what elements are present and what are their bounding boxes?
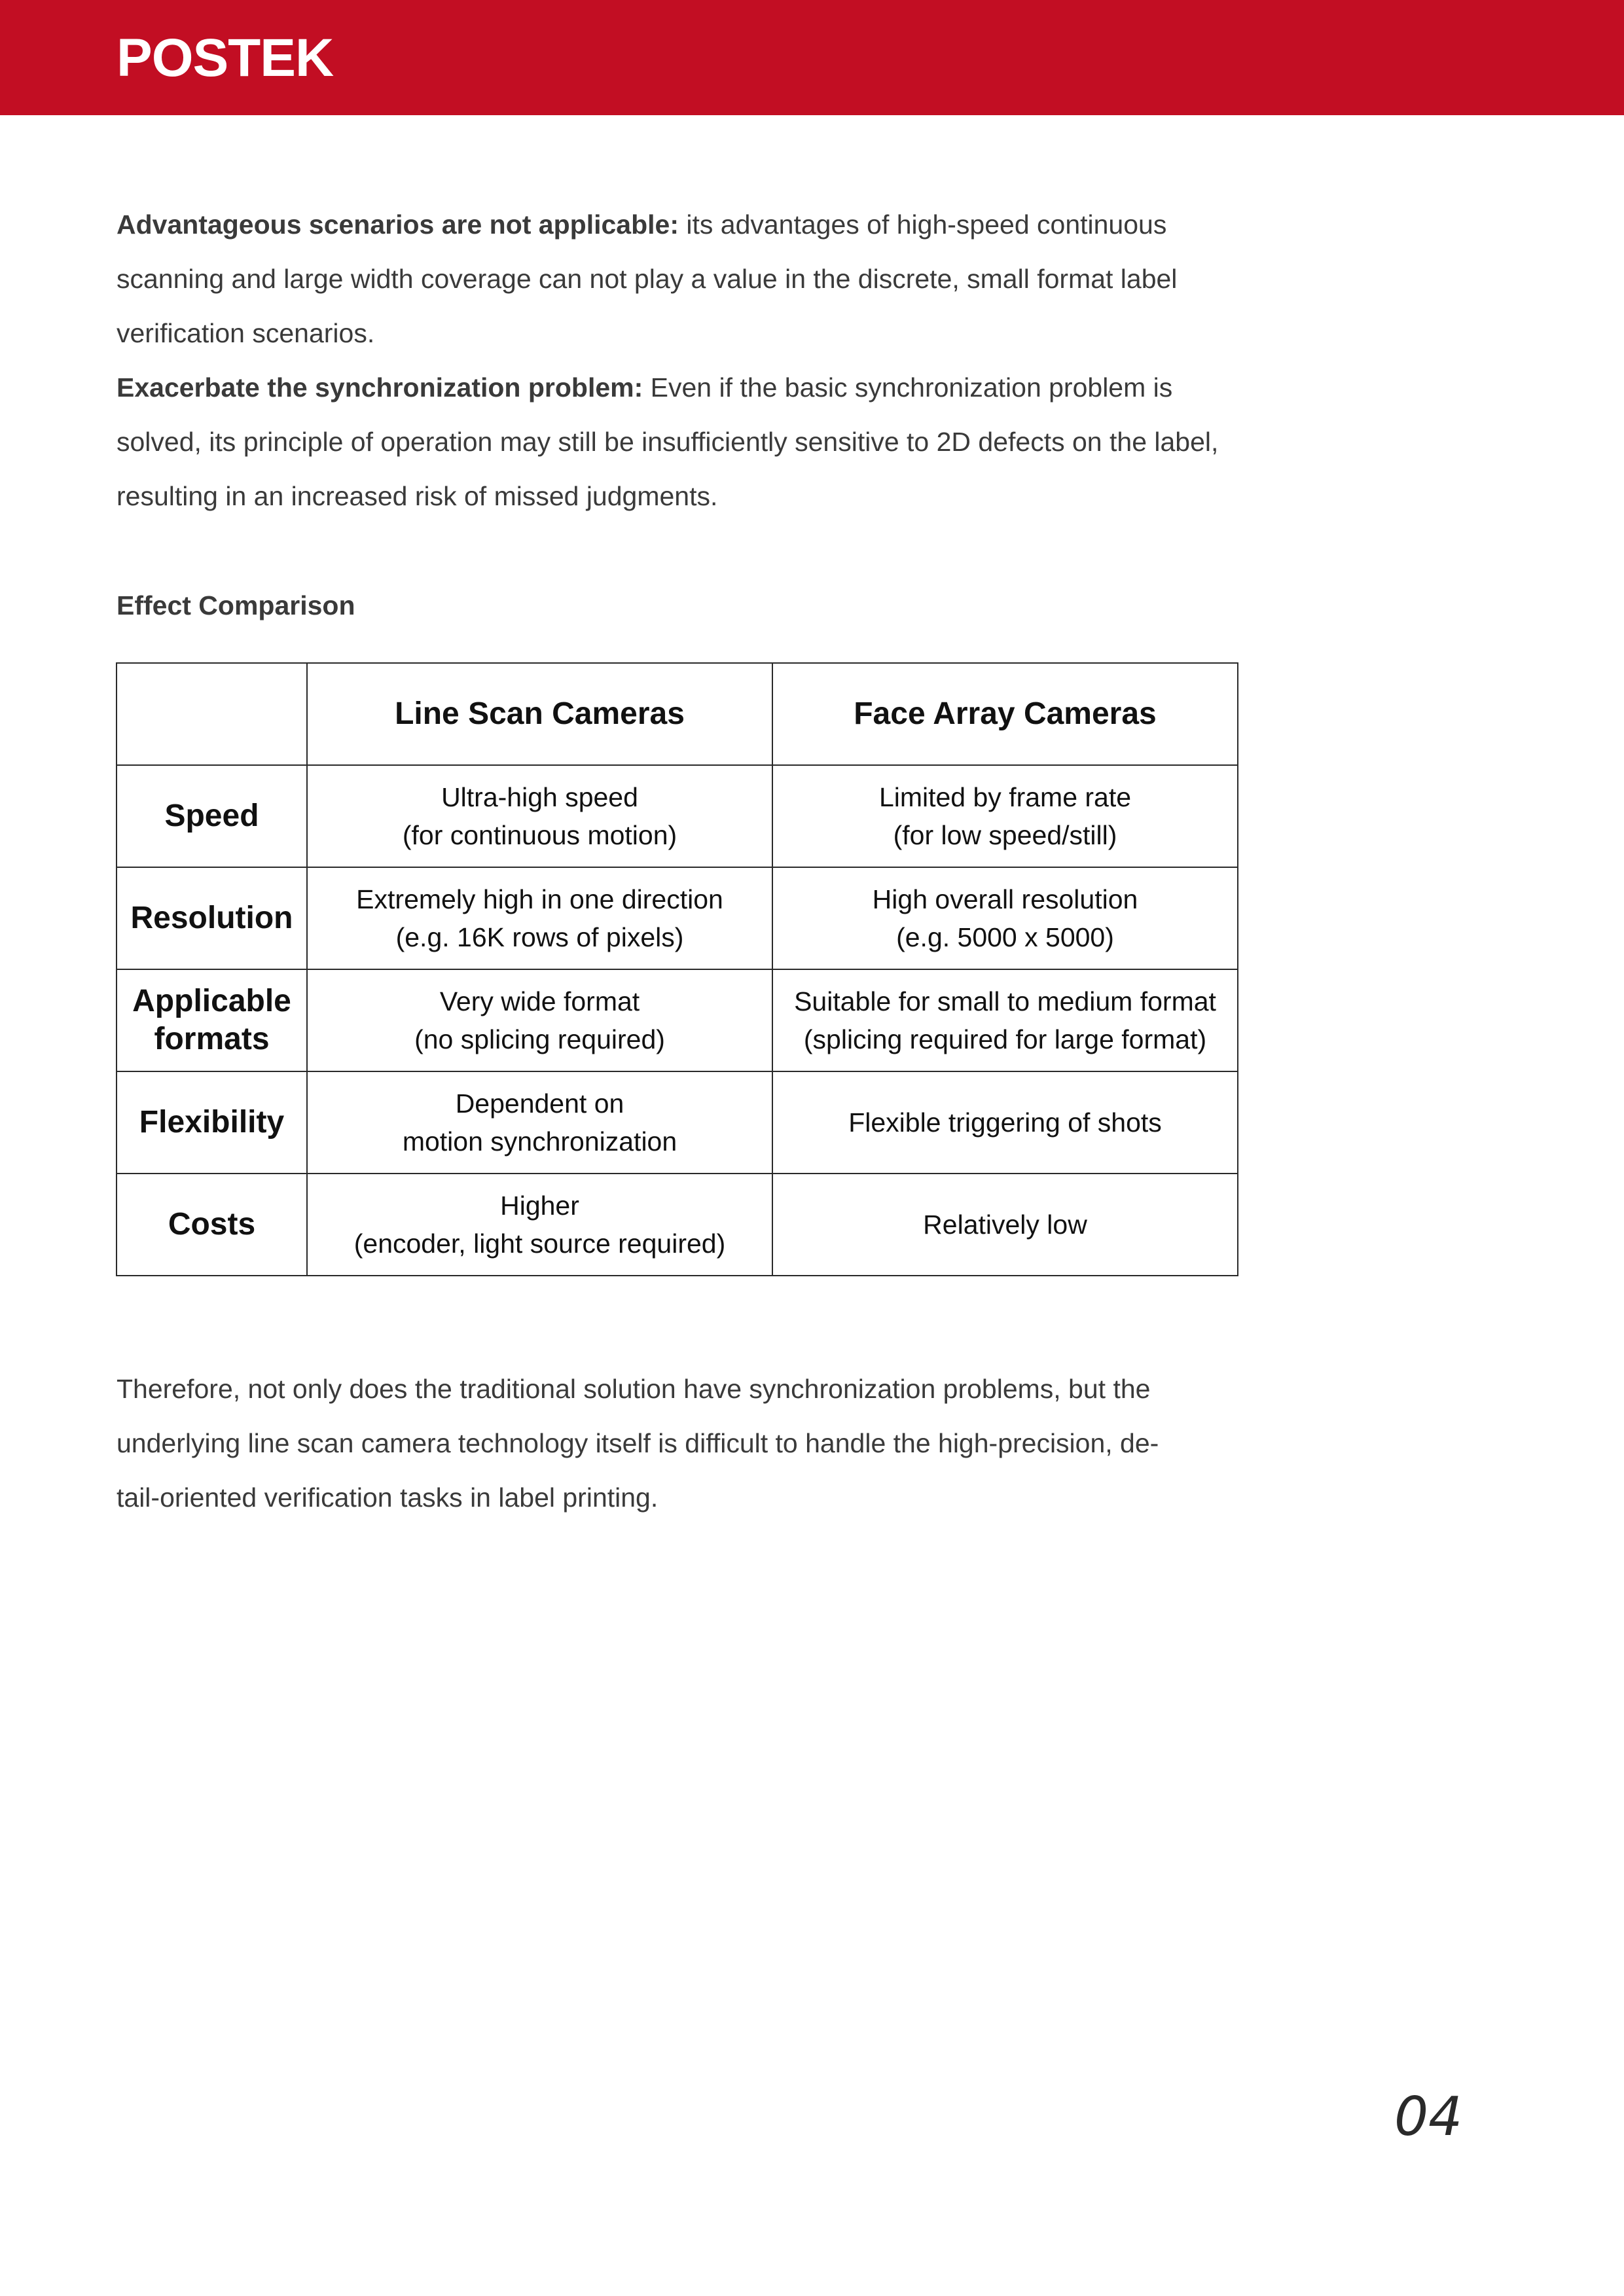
row-label-resolution: Resolution bbox=[117, 867, 307, 969]
table-row-costs bbox=[117, 1174, 1238, 1276]
row-label-flexibility: Flexibility bbox=[117, 1071, 307, 1174]
paragraph-line: solved, its principle of operation may still be insufficiently sensitive to 2D defects on the label, bbox=[117, 427, 1219, 457]
table-header-line-scan: Line Scan Cameras bbox=[307, 663, 772, 765]
cell-face-array-flexibility: Flexible triggering of shots bbox=[772, 1071, 1238, 1174]
section-heading: Effect Comparison bbox=[117, 590, 355, 620]
paragraph-line: Therefore, not only does the traditional solution have synchronization problems, but the bbox=[117, 1374, 1151, 1404]
paragraph-scenarios-lead: Advantageous scenarios are not applicable: bbox=[117, 209, 679, 240]
row-label-speed: Speed bbox=[117, 765, 307, 867]
paragraph-line: its advantages of high-speed continuous bbox=[678, 209, 1167, 240]
cell-face-array-speed: Limited by frame rate (for low speed/still) bbox=[772, 765, 1238, 867]
paragraph-synchronization-lead: Exacerbate the synchronization problem: bbox=[117, 372, 643, 403]
cell-face-array-costs: Relatively low bbox=[772, 1174, 1238, 1276]
cell-line-scan-speed: Ultra-high speed (for continuous motion) bbox=[307, 765, 772, 867]
table-header-row bbox=[117, 663, 1238, 765]
table-row-flexibility bbox=[117, 1071, 1238, 1174]
table-header-empty bbox=[117, 663, 307, 765]
paragraph-line: verification scenarios. bbox=[117, 318, 375, 348]
table-row-formats bbox=[117, 969, 1238, 1071]
cell-face-array-formats: Suitable for small to medium format (splicing required for large format) bbox=[772, 969, 1238, 1071]
table-row-resolution bbox=[117, 867, 1238, 969]
cell-face-array-resolution: High overall resolution (e.g. 5000 x 5000) bbox=[772, 867, 1238, 969]
paragraph-scenarios bbox=[117, 198, 1242, 361]
cell-line-scan-costs: Higher (encoder, light source required) bbox=[307, 1174, 772, 1276]
paragraph-line: resulting in an increased risk of missed judgments. bbox=[117, 481, 718, 511]
page-number: 04 bbox=[1394, 2086, 1463, 2148]
row-label-costs: Costs bbox=[117, 1174, 307, 1276]
header-bar bbox=[0, 0, 1624, 115]
conclusion-section bbox=[117, 1362, 1242, 1525]
comparison-table bbox=[116, 662, 1238, 1276]
table-row-speed bbox=[117, 765, 1238, 867]
paragraph-line: underlying line scan camera technology itself is difficult to handle the high-precision, de- bbox=[117, 1428, 1159, 1458]
paragraph-line: scanning and large width coverage can not play a value in the discrete, small format label bbox=[117, 264, 1178, 294]
brand-logo: POSTEK bbox=[117, 28, 334, 88]
cell-line-scan-resolution: Extremely high in one direction (e.g. 16K rows of pixels) bbox=[307, 867, 772, 969]
cell-line-scan-formats: Very wide format (no splicing required) bbox=[307, 969, 772, 1071]
paragraph-synchronization bbox=[117, 361, 1242, 524]
cell-line-scan-flexibility: Dependent on motion synchronization bbox=[307, 1071, 772, 1174]
paragraph-conclusion bbox=[117, 1362, 1242, 1525]
intro-section bbox=[117, 198, 1242, 524]
table-header-face-array: Face Array Cameras bbox=[772, 663, 1238, 765]
row-label-formats: Applicable formats bbox=[117, 969, 307, 1071]
paragraph-line: Even if the basic synchronization problem is bbox=[643, 372, 1173, 403]
paragraph-line: tail-oriented verification tasks in label printing. bbox=[117, 1482, 659, 1513]
